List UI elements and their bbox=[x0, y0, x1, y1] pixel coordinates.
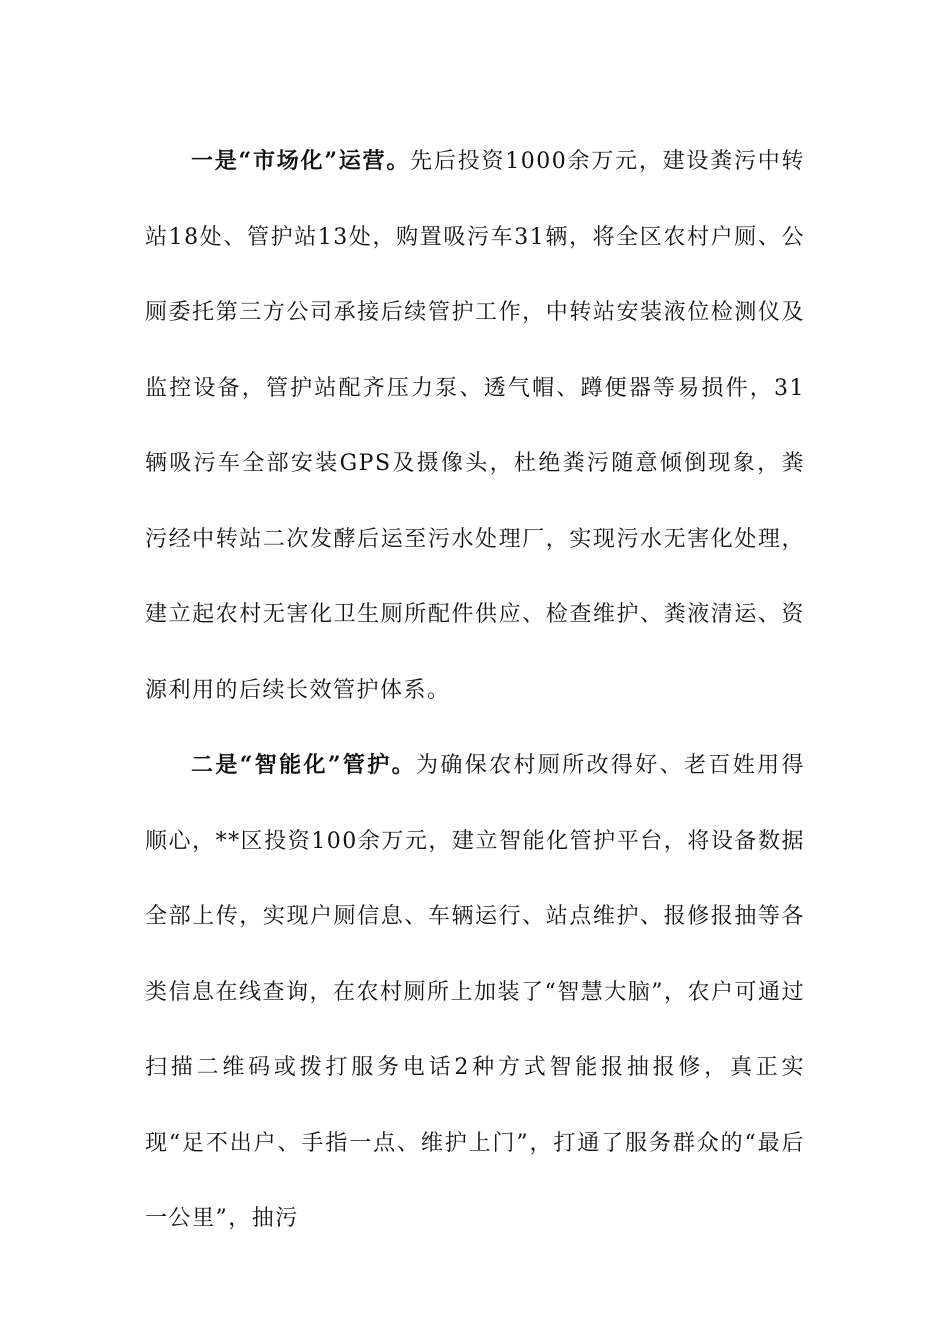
paragraph-text: 先后投资1000余万元，建设粪污中转站18处、管护站13处，购置吸污车31辆，将全区农村户厕、公厕委托第三方公司承接后续管护工作，中转站安装液位检测仪及监控设备，管护站配齐压力泵、透气帽、蹲便器等易损件，31辆吸污车全部安装GPS及摄像头，杜绝粪污随意倾倒现象，粪污经中转站二次发酵后运至污水处理厂，实现污水无害化处理，建立起农村无害化卫生厕所配件供应、检查维护、粪液清运、资源利用的后续长效管护体系。 bbox=[145, 149, 805, 703]
paragraph-smart-management bbox=[145, 728, 805, 1257]
paragraph-lead: 二是“智能化”管护。 bbox=[191, 752, 416, 778]
paragraph-text: 为确保农村厕所改得好、老百姓用得顺心，**区投资100余万元，建立智能化管护平台，将设备数据全部上传，实现户厕信息、车辆运行、站点维护、报修报抽等各类信息在线查询，在农村厕所上加装了“智慧大脑”，农户可通过扫描二维码或拨打服务电话2种方式智能报抽报修，真正实现“足不出户、手指一点、维护上门”，打通了服务群众的“最后一公里”，抽污 bbox=[145, 753, 805, 1231]
paragraph-lead: 一是“市场化”运营。 bbox=[191, 148, 411, 174]
document-body bbox=[145, 124, 805, 1257]
paragraph-market-operation bbox=[145, 124, 805, 728]
